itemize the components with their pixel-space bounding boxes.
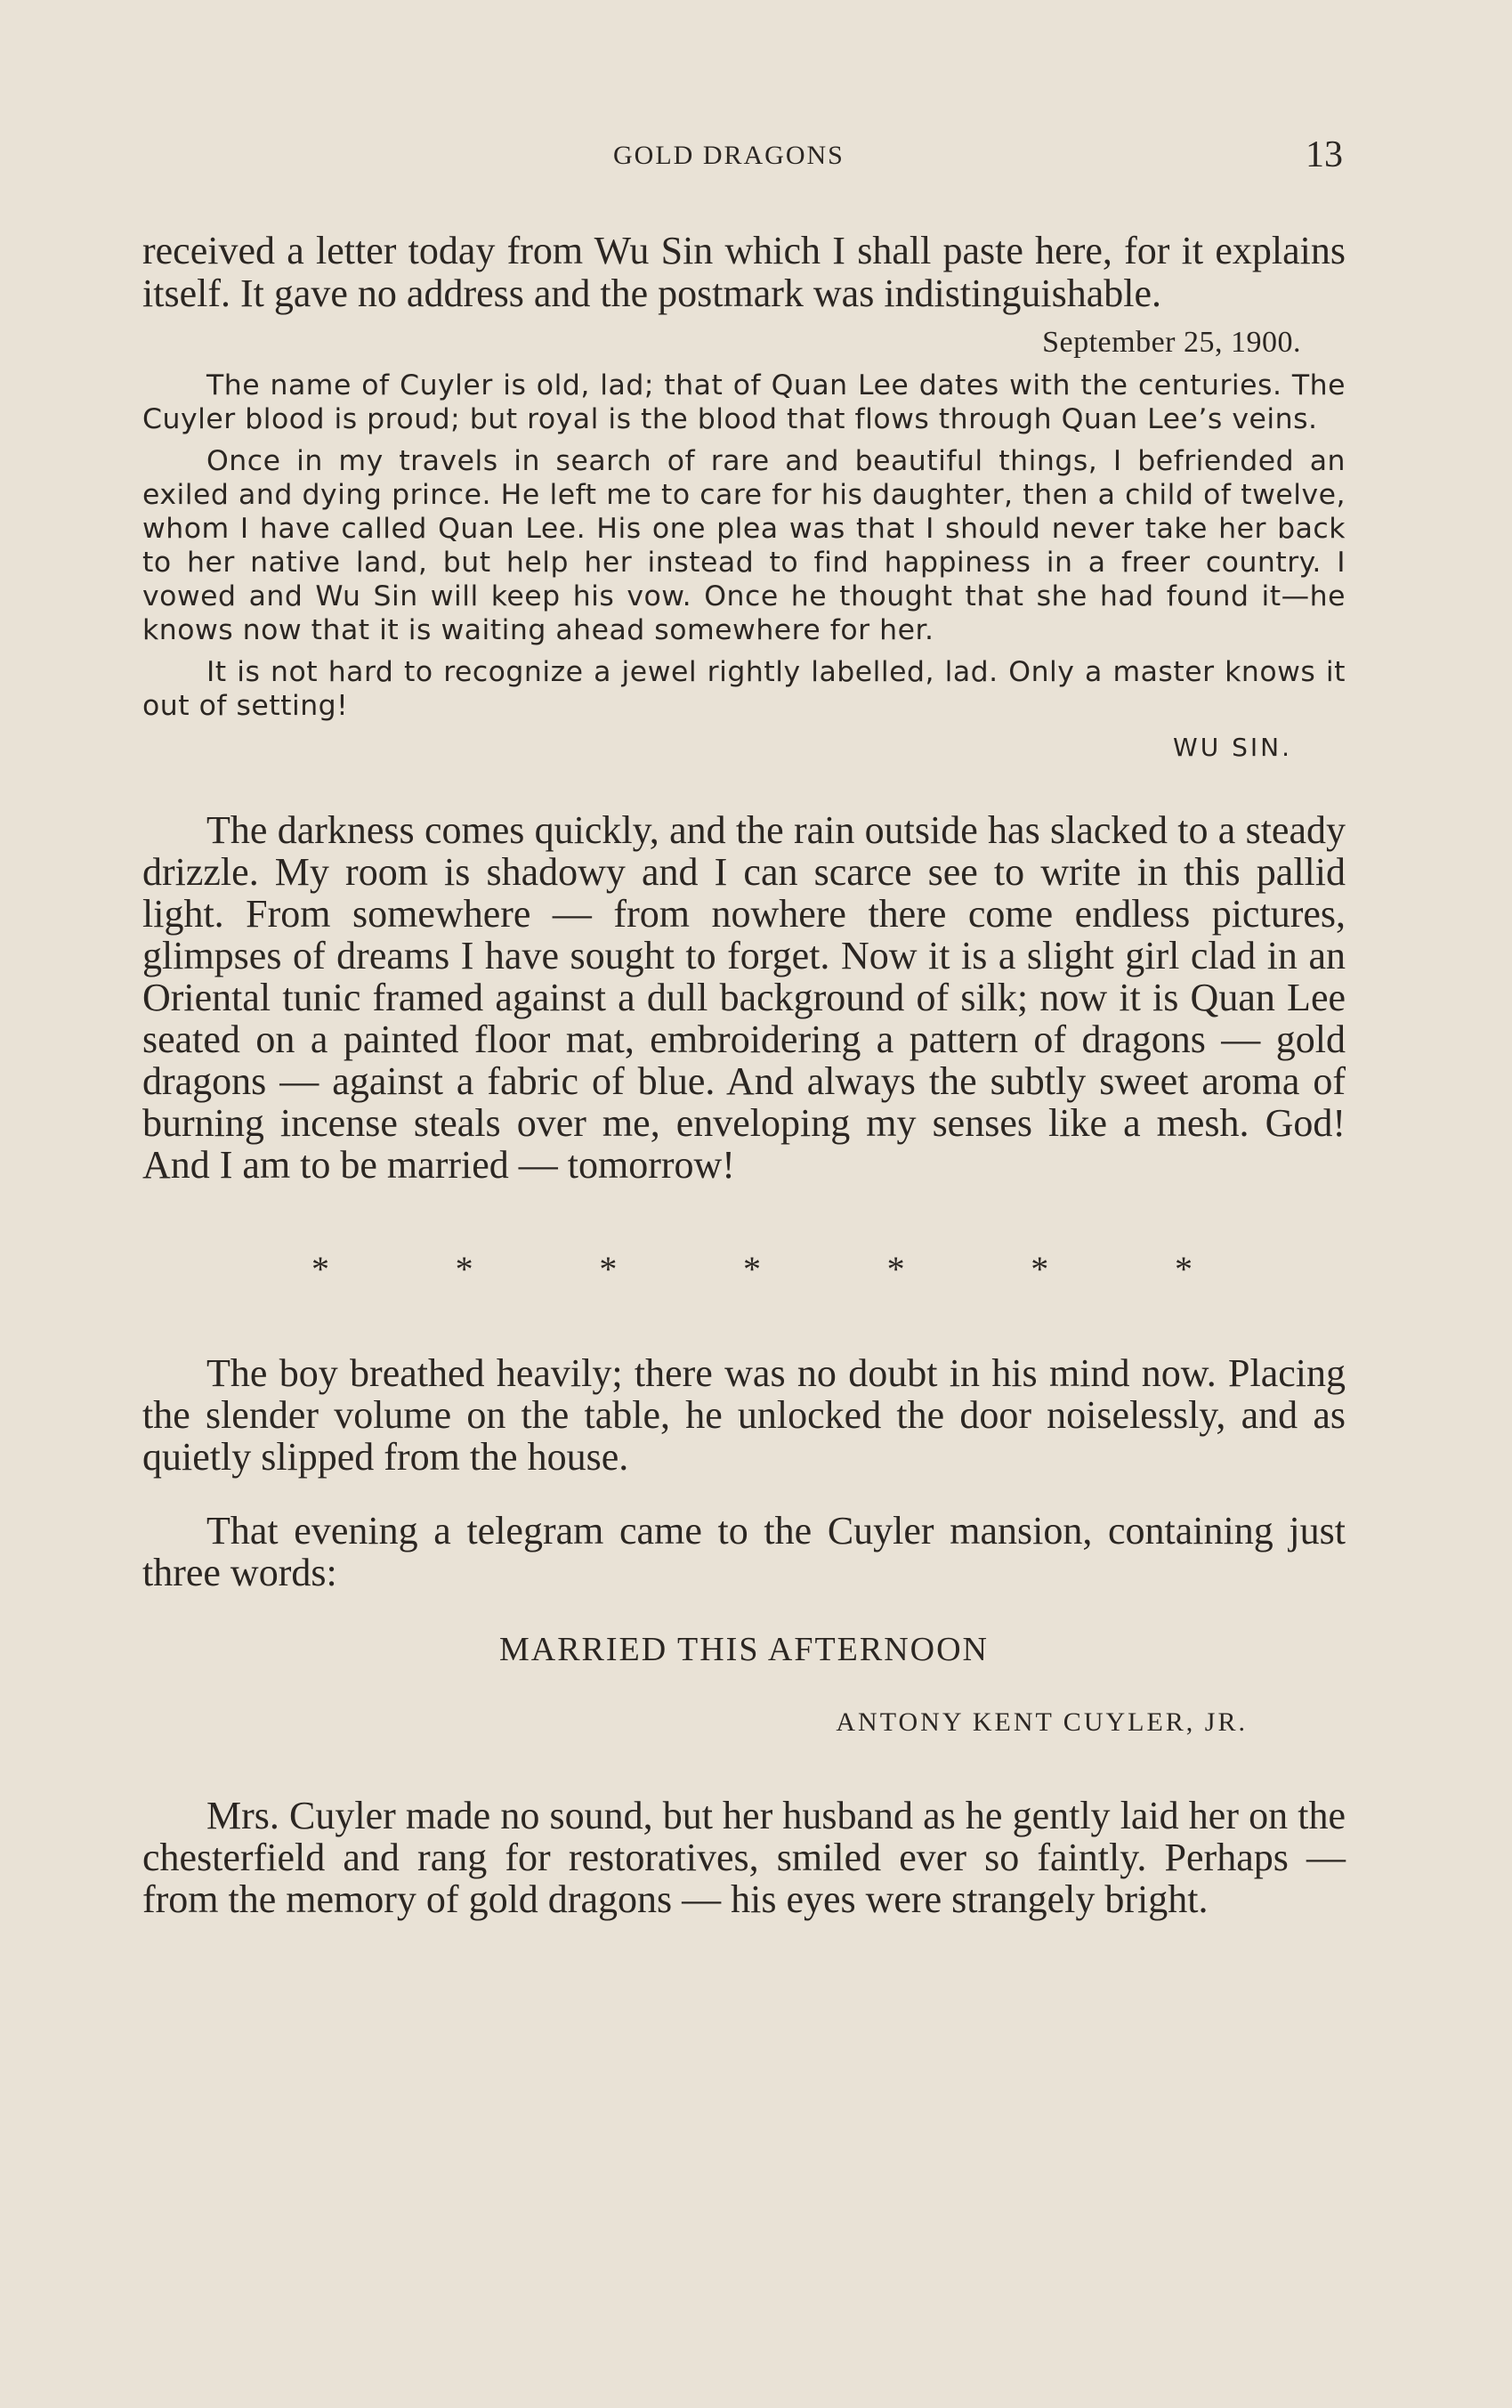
body-paragraph: The boy breathed heavily; there was no doubt in his mind now. Placing the slender volume on the table, he unlocked the door noiselessly, and as quietly slipped from the house.: [142, 1351, 1346, 1479]
asterisk: *: [599, 1249, 618, 1289]
body-paragraph: Mrs. Cuyler made no sound, but her husband as he gently laid her on the chesterfield and rang for restoratives, smiled ever so faintly. Perhaps — from the memory of gold dragons — his eyes were strangely bright.: [142, 1794, 1346, 1921]
section-separator: [311, 1248, 1193, 1290]
letter-signature: WU SIN.: [1173, 733, 1292, 762]
asterisk: *: [455, 1249, 473, 1289]
running-title: GOLD DRAGONS: [613, 141, 845, 170]
body-paragraph: The darkness comes quickly, and the rain outside has slacked to a steady drizzle. My room is shadowy and I can scarce see to write in this pallid light. From somewhere — from nowhere there come endless pictures, glimpses of dreams I have sought to forget. Now it is a slight girl clad in an Oriental tunic framed against a dull background of silk; now it is Quan Lee seated on a painted floor mat, embroidering a pattern of dragons — gold dragons — against a fabric of blue. And always the subtly sweet aroma of burning incense steals over me, enveloping my senses like a mesh. God! And I am to be married — tomorrow!: [142, 808, 1346, 1187]
telegram-message: MARRIED THIS AFTERNOON: [498, 1631, 989, 1668]
asterisk: *: [742, 1249, 761, 1289]
running-head: [0, 134, 1512, 187]
asterisk: *: [886, 1249, 905, 1289]
letter-paragraph: It is not hard to recognize a jewel rightly labelled, lad. Only a master knows it out of setting!: [142, 656, 1346, 722]
asterisk: *: [1031, 1249, 1049, 1289]
asterisk: *: [311, 1249, 329, 1289]
body-paragraph: That evening a telegram came to the Cuyler mansion, containing just three words:: [142, 1509, 1346, 1594]
narrative: [142, 809, 1346, 1920]
letter-paragraph: The name of Cuyler is old, lad; that of Quan Lee dates with the centuries. The Cuyler blood is proud; but royal is the blood that flows through Quan Lee’s veins.: [142, 369, 1346, 435]
letter-date: September 25, 1900.: [1042, 326, 1301, 359]
page-number: 13: [1306, 134, 1343, 175]
asterisk: *: [1174, 1249, 1193, 1289]
wu-sin-letter: [142, 326, 1346, 765]
page-content: [142, 230, 1346, 1920]
letter-paragraph: Once in my travels in search of rare and beautiful things, I befriended an exiled and dying prince. He left me to care for his daughter, then a child of twelve, whom I have called Quan Lee. His one plea was that I should never take her back to her native land, but help her instead to find happiness in a freer country. I vowed and Wu Sin will keep his vow. Once he thought that she had found it—he knows now that it is waiting ahead somewhere for her.: [142, 445, 1346, 646]
telegram-signature: ANTONY KENT CUYLER, JR.: [836, 1707, 1248, 1737]
intro-paragraph: received a letter today from Wu Sin which I shall paste here, for it explains itself. It gave no address and the postmark was indistinguishable.: [142, 229, 1346, 315]
